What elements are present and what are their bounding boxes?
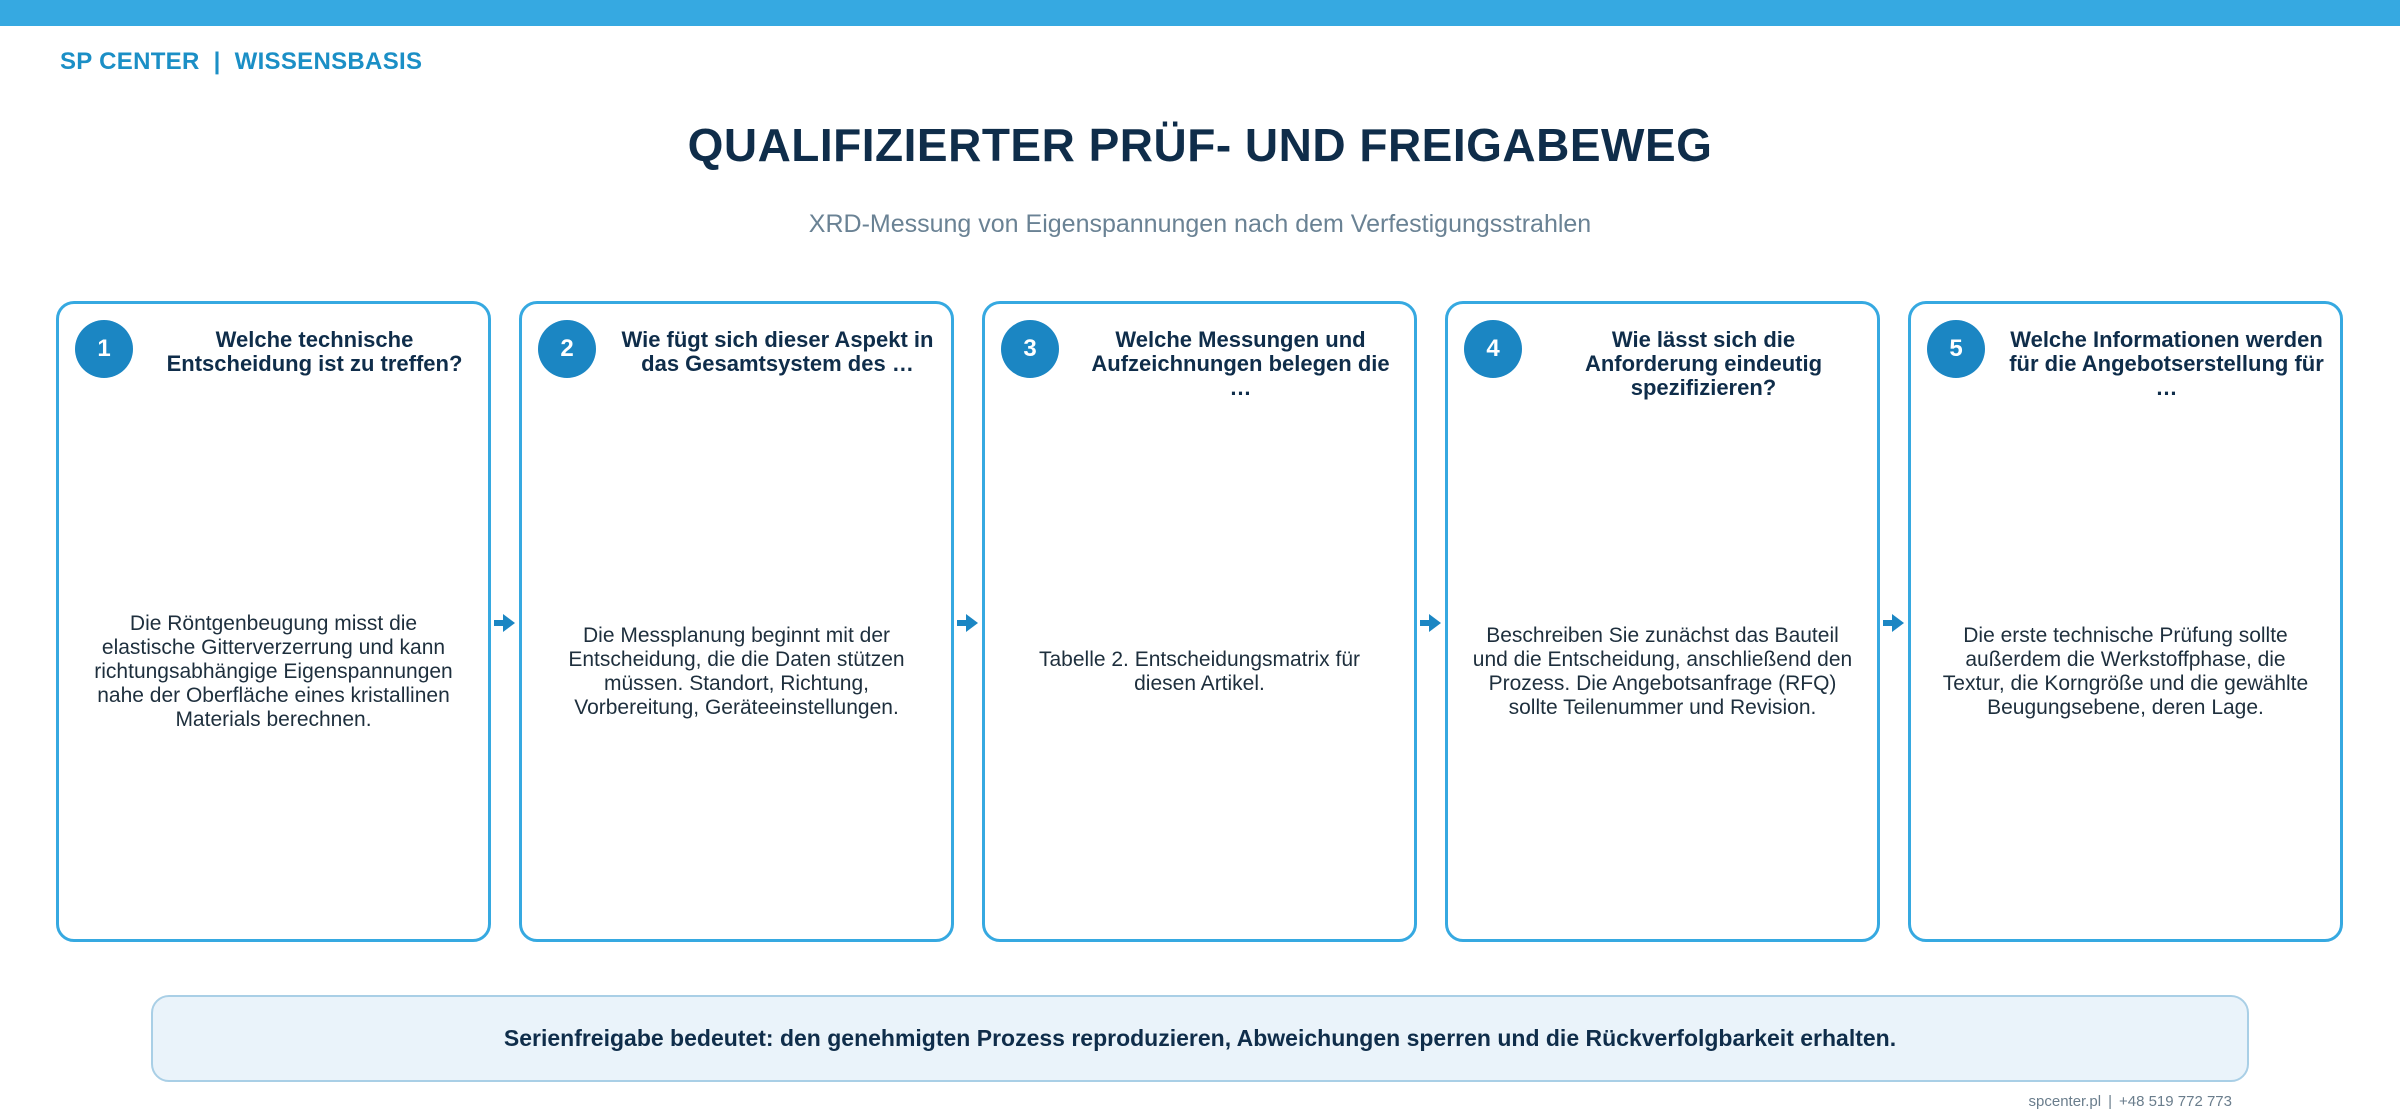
step-number-badge: 5	[1927, 320, 1985, 378]
step-card-1	[56, 301, 491, 942]
step-number-badge: 3	[1001, 320, 1059, 378]
website-link[interactable]: spcenter.pl	[2028, 1093, 2102, 1110]
step-number-badge: 2	[538, 320, 596, 378]
page-title: QUALIFIZIERTER PRÜF- UND FREIGABEWEG	[687, 119, 1713, 171]
step-question: Wie fügt sich dieser Aspekt in das Gesamtsystem des …	[621, 327, 934, 376]
contact-line	[2029, 1093, 2232, 1110]
top-accent-bar	[0, 0, 2400, 26]
step-card-5	[1908, 301, 2343, 942]
step-question: Welche Messungen und Aufzeichnungen belegen die …	[1091, 327, 1390, 400]
step-text	[83, 434, 464, 909]
step-text-content: Die Röntgenbeugung misst die elastische Gitterverzerrung und kann richtungsabhängige Eigenspannungen nahe der Oberfläche eines kristallinen Materials berechnen.	[94, 611, 453, 731]
summary-statement: Serienfreigabe bedeutet: den genehmigten Prozess reproduzieren, Abweichungen sperren und die Rückverfolgbarkeit erhalten.	[503, 1025, 1897, 1051]
step-text	[1935, 434, 2316, 909]
step-number-badge: 4	[1464, 320, 1522, 378]
page-subtitle: XRD-Messung von Eigenspannungen nach dem Verfestigungsstrahlen	[808, 210, 1592, 238]
contact-separator: |	[2108, 1093, 2112, 1110]
step-question: Welche Informationen werden für die Angebotserstellung für …	[2009, 327, 2324, 400]
step-text-content: Die Messplanung beginnt mit der Entscheidung, die die Daten stützen müssen. Standort, Richtung, Vorbereitung, Geräteeinstellungen.	[568, 623, 905, 719]
step-text-content: Die erste technische Prüfung sollte außerdem die Werkstoffphase, die Textur, die Korngröße und die gewählte Beugungsebene, deren Lage.	[1942, 623, 2309, 719]
arrow-right-icon	[957, 612, 979, 634]
step-number-badge: 1	[75, 320, 133, 378]
step-text-content: Beschreiben Sie zunächst das Bauteil und die Entscheidung, anschließend den Prozess. Die Angebotsanfrage (RFQ) sollte Teilenummer und Revision.	[1472, 623, 1853, 719]
brand-separator: |	[213, 48, 221, 75]
step-card-4	[1445, 301, 1880, 942]
brand-section: WISSENSBASIS	[234, 48, 423, 75]
brand-name: SP CENTER	[60, 48, 200, 75]
brand-header	[60, 48, 422, 76]
summary-callout	[151, 995, 2249, 1082]
arrow-right-icon	[1420, 612, 1442, 634]
step-text	[1009, 434, 1390, 909]
arrow-right-icon	[1883, 612, 1905, 634]
phone-number: +48 519 772 773	[2118, 1093, 2232, 1110]
step-question: Wie lässt sich die Anforderung eindeutig spezifizieren?	[1584, 327, 1823, 400]
step-text	[1472, 434, 1853, 909]
step-text	[546, 434, 927, 909]
step-card-3	[982, 301, 1417, 942]
step-question: Welche technische Entscheidung ist zu treffen?	[166, 327, 463, 376]
arrow-right-icon	[494, 612, 516, 634]
step-card-2	[519, 301, 954, 942]
step-text-content: Tabelle 2. Entscheidungsmatrix für diesen Artikel.	[1039, 647, 1360, 695]
